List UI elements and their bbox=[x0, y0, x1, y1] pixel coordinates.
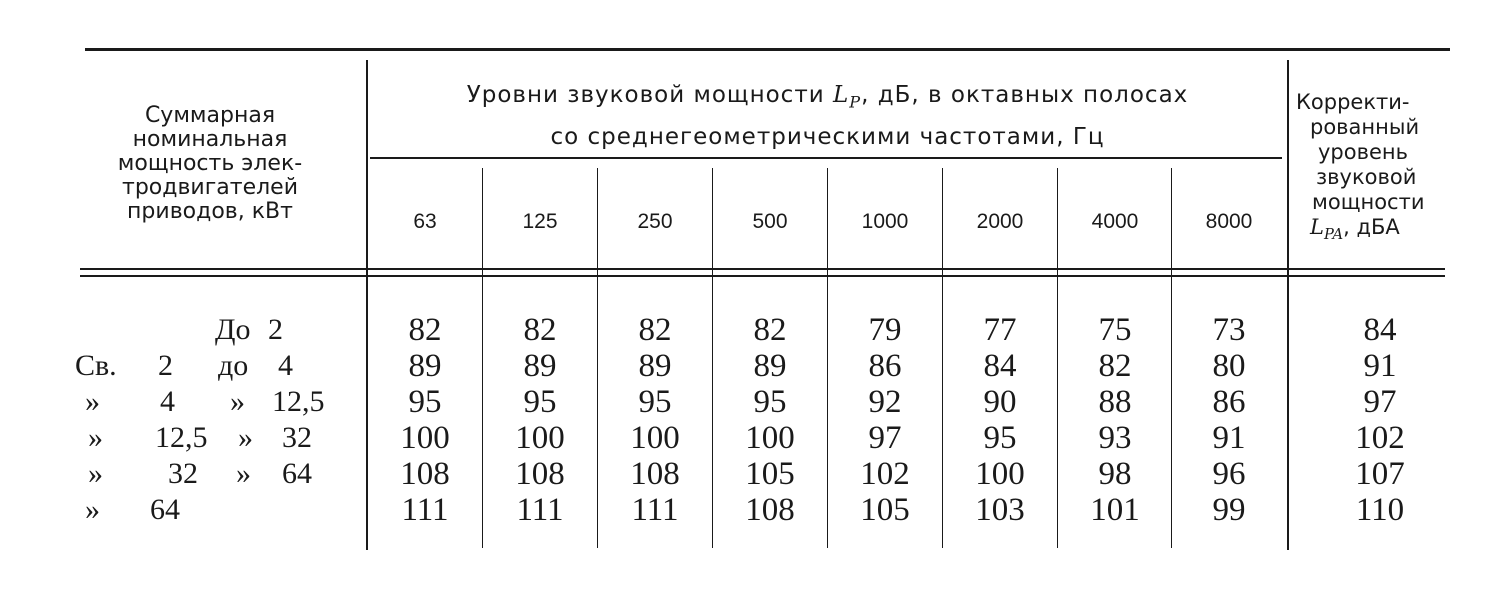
header-double-rule-bottom bbox=[80, 275, 1445, 277]
table-cell: 89 bbox=[408, 348, 442, 384]
row-label-part: до bbox=[218, 349, 249, 382]
row-label-part: 64 bbox=[282, 457, 312, 490]
table-cell: 103 bbox=[975, 492, 1025, 528]
table-cell: 77 bbox=[983, 312, 1017, 348]
table-cell: 108 bbox=[400, 456, 450, 492]
col-header-line: звуковой bbox=[1316, 165, 1417, 189]
freq-header-1000: 1000 bbox=[861, 210, 909, 233]
row-label-part: » bbox=[230, 385, 245, 418]
freq-col-separator bbox=[1171, 168, 1172, 548]
row-label-part: Св. bbox=[75, 349, 117, 382]
table-cell: 90 bbox=[983, 384, 1017, 420]
top-rule bbox=[85, 48, 1450, 51]
table-cell: 82 bbox=[638, 312, 672, 348]
table-cell: 111 bbox=[631, 492, 679, 528]
freq-col-separator bbox=[482, 168, 483, 548]
col-separator-right bbox=[1287, 60, 1289, 550]
table-cell: 111 bbox=[516, 492, 564, 528]
table-cell: 108 bbox=[745, 492, 795, 528]
col-header-line: тродвигателей bbox=[122, 175, 298, 200]
table-cell: 89 bbox=[753, 348, 787, 384]
freq-col-separator bbox=[942, 168, 943, 548]
freq-header-125: 125 bbox=[522, 210, 558, 233]
table-cell: 95 bbox=[408, 384, 442, 420]
row-label-part: 2 bbox=[268, 313, 283, 346]
table-cell: 96 bbox=[1212, 456, 1246, 492]
col-header-line: номинальная bbox=[132, 127, 288, 152]
col-header-line: Суммарная bbox=[144, 103, 276, 128]
row-label-part: 64 bbox=[150, 493, 180, 526]
corrected-cell: 110 bbox=[1355, 492, 1405, 528]
col-header-line: приводов, кВт bbox=[127, 199, 293, 224]
col-header-line bbox=[1296, 215, 1466, 247]
table-cell: 80 bbox=[1212, 348, 1246, 384]
table-cell: 89 bbox=[638, 348, 672, 384]
freq-col-separator bbox=[712, 168, 713, 548]
group-header-tail: , дБ, в октавных полосах bbox=[861, 82, 1189, 108]
row-label-part: » bbox=[236, 457, 251, 490]
lp-symbol: $L_P$ bbox=[833, 82, 862, 112]
table-cell: 79 bbox=[868, 312, 902, 348]
freq-header-63: 63 bbox=[413, 210, 437, 233]
table-cell: 95 bbox=[638, 384, 672, 420]
freq-header-250: 250 bbox=[637, 210, 673, 233]
freq-col-separator bbox=[1057, 168, 1058, 548]
table-cell: 105 bbox=[745, 456, 795, 492]
table-cell: 75 bbox=[1098, 312, 1132, 348]
col-header-line: уровень bbox=[1318, 140, 1409, 164]
row-label-part: » bbox=[85, 493, 100, 526]
row-label-part: 12,5 bbox=[155, 421, 208, 454]
corrected-cell: 97 bbox=[1363, 384, 1397, 420]
table-cell: 82 bbox=[408, 312, 442, 348]
table-cell: 105 bbox=[860, 492, 910, 528]
col-header-line: мощность элек- bbox=[117, 151, 303, 176]
table-cell: 111 bbox=[401, 492, 449, 528]
table-cell: 93 bbox=[1098, 420, 1132, 456]
row-label-part: 32 bbox=[168, 457, 198, 490]
row-label-part: До bbox=[215, 313, 251, 346]
freq-header-2000: 2000 bbox=[976, 210, 1024, 233]
group-header-text: Уровни звуковой мощности bbox=[466, 82, 825, 108]
row-label-part: 32 bbox=[282, 421, 312, 454]
row-label-part: » bbox=[88, 457, 103, 490]
table-cell: 100 bbox=[745, 420, 795, 456]
table-cell: 89 bbox=[523, 348, 557, 384]
table-cell: 92 bbox=[868, 384, 902, 420]
corrected-cell: 91 bbox=[1363, 348, 1397, 384]
corrected-cell: 84 bbox=[1363, 312, 1397, 348]
table-cell: 73 bbox=[1212, 312, 1246, 348]
row-label-part: » bbox=[88, 421, 103, 454]
freq-header-8000: 8000 bbox=[1205, 210, 1253, 233]
header-double-rule-top bbox=[80, 268, 1445, 270]
table-cell: 100 bbox=[975, 456, 1025, 492]
row-label-part: » bbox=[85, 385, 100, 418]
row-label-part: 12,5 bbox=[272, 385, 325, 418]
corrected-cell: 107 bbox=[1355, 456, 1405, 492]
freq-col-separator bbox=[597, 168, 598, 548]
table-cell: 100 bbox=[400, 420, 450, 456]
freq-header-500: 500 bbox=[752, 210, 788, 233]
col-header-line: мощности bbox=[1312, 190, 1425, 214]
lpa-unit: , дБА bbox=[1343, 215, 1400, 239]
table-cell: 108 bbox=[515, 456, 565, 492]
col-header-line: рованный bbox=[1310, 115, 1420, 139]
group-header-line1 bbox=[375, 78, 1280, 120]
table-cell: 95 bbox=[753, 384, 787, 420]
table-cell: 84 bbox=[983, 348, 1017, 384]
col-header-line: Корректи- bbox=[1296, 90, 1410, 114]
table-cell: 95 bbox=[523, 384, 557, 420]
col-header-power bbox=[70, 104, 350, 224]
table-cell: 86 bbox=[868, 348, 902, 384]
row-label-part: 4 bbox=[160, 385, 175, 418]
group-header bbox=[375, 78, 1280, 154]
row-label-part: 2 bbox=[158, 349, 173, 382]
freq-col-separator bbox=[827, 168, 828, 548]
table-cell: 98 bbox=[1098, 456, 1132, 492]
table-cell: 102 bbox=[860, 456, 910, 492]
table-cell: 99 bbox=[1212, 492, 1246, 528]
table-cell: 91 bbox=[1212, 420, 1246, 456]
row-label-part: 4 bbox=[278, 349, 293, 382]
table-cell: 82 bbox=[753, 312, 787, 348]
col-header-corrected bbox=[1296, 90, 1466, 247]
table-cell: 108 bbox=[630, 456, 680, 492]
table-cell: 86 bbox=[1212, 384, 1246, 420]
table-cell: 97 bbox=[868, 420, 902, 456]
table-cell: 100 bbox=[630, 420, 680, 456]
table-cell: 82 bbox=[1098, 348, 1132, 384]
group-header-line2: со среднегеометрическими частотами, Гц bbox=[550, 123, 1105, 150]
table-cell: 82 bbox=[523, 312, 557, 348]
freq-header-4000: 4000 bbox=[1091, 210, 1139, 233]
lpa-symbol: $L_{PA}$ bbox=[1310, 215, 1344, 244]
row-label-part: » bbox=[238, 421, 253, 454]
table-cell: 100 bbox=[515, 420, 565, 456]
col-separator-left bbox=[366, 60, 368, 550]
table-cell: 95 bbox=[983, 420, 1017, 456]
table-cell: 101 bbox=[1090, 492, 1140, 528]
group-underline bbox=[370, 157, 1282, 159]
table-cell: 88 bbox=[1098, 384, 1132, 420]
corrected-cell: 102 bbox=[1355, 420, 1405, 456]
